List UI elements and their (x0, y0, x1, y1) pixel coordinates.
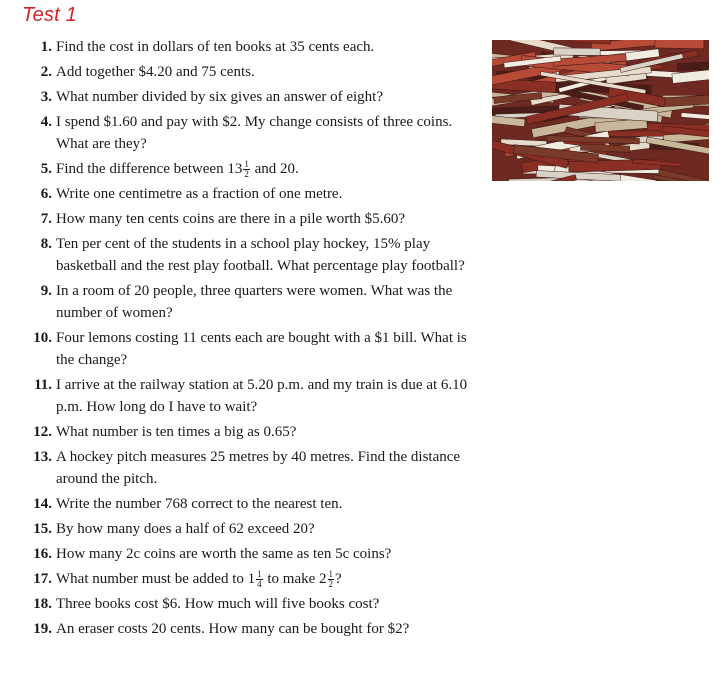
test-title: Test 1 (22, 4, 77, 26)
question-number: 17. (33, 571, 52, 587)
question-9 (18, 280, 478, 324)
question-number: 1. (40, 39, 52, 55)
question-2 (18, 61, 478, 83)
question-4 (18, 111, 478, 155)
question-text: What number is ten times a big as 0.65? (56, 424, 297, 440)
question-5 (18, 158, 478, 180)
question-number: 12. (33, 424, 52, 440)
book (554, 48, 600, 56)
question-text: How many 2c coins are worth the same as ten 5c coins? (56, 546, 392, 562)
question-15 (18, 518, 478, 540)
question-text: I spend $1.60 and pay with $2. My change consists of three coins. What are they? (56, 114, 453, 152)
question-number: 11. (34, 377, 52, 393)
question-11 (18, 374, 478, 418)
question-10 (18, 327, 478, 371)
question-text: Write the number 768 correct to the nearest ten. (56, 496, 343, 512)
fraction-denominator: 2 (328, 579, 334, 590)
fraction (256, 570, 263, 589)
question-text: How many ten cents coins are there in a pile worth $5.60? (56, 211, 406, 227)
question-list (18, 36, 478, 643)
question-number: 7. (40, 211, 52, 227)
question-text-start: Find the difference between 13 (56, 161, 243, 177)
question-text-middle: to make 2 (263, 571, 327, 587)
question-text: Find the cost in dollars of ten books at 35 cents each. (56, 39, 375, 55)
fraction-denominator: 4 (257, 579, 262, 590)
question-number: 9. (40, 283, 52, 299)
question-3 (18, 86, 478, 108)
question-number: 10. (33, 330, 52, 346)
question-6 (18, 183, 478, 205)
fraction-numerator: 1 (244, 159, 249, 170)
book (570, 40, 610, 44)
question-number: 18. (33, 596, 52, 612)
fraction-numerator: 1 (257, 569, 262, 580)
fraction (243, 160, 250, 179)
book (681, 113, 709, 123)
question-text: Write one centimetre as a fraction of one metre. (56, 186, 343, 202)
question-number: 14. (33, 496, 52, 512)
question-number: 3. (40, 89, 52, 105)
question-number: 8. (40, 236, 52, 252)
question-number: 6. (40, 186, 52, 202)
question-1 (18, 36, 478, 58)
fraction-denominator: 2 (244, 169, 249, 180)
question-text: By how many does a half of 62 exceed 20? (56, 521, 315, 537)
question-number: 5. (40, 161, 52, 177)
question-19 (18, 618, 478, 640)
question-text: I arrive at the railway station at 5.20 p.m. and my train is due at 6.10 p.m. How long do I have to wait? (56, 377, 468, 415)
question-12 (18, 421, 478, 443)
question-text: In a room of 20 people, three quarters were women. What was the number of women? (56, 283, 453, 321)
question-number: 2. (40, 64, 52, 80)
question-number: 4. (40, 114, 52, 130)
question-18 (18, 593, 478, 615)
question-number: 16. (33, 546, 52, 562)
question-text: A hockey pitch measures 25 metres by 40 metres. Find the distance around the pitch. (56, 449, 461, 487)
question-8 (18, 233, 478, 277)
question-7 (18, 208, 478, 230)
question-16 (18, 543, 478, 565)
question-text: Four lemons costing 11 cents each are bought with a $1 bill. What is the change? (56, 330, 467, 368)
question-17 (18, 568, 478, 590)
question-number: 19. (33, 621, 52, 637)
book (655, 40, 704, 49)
question-text: Ten per cent of the students in a school play hockey, 15% play basketball and the rest play football. What percentage play football? (56, 236, 465, 274)
question-number: 13. (33, 449, 52, 465)
book (677, 61, 709, 70)
question-14 (18, 493, 478, 515)
question-text: Add together $4.20 and 75 cents. (56, 64, 255, 80)
fraction (328, 570, 335, 589)
question-text-end: ? (335, 571, 342, 587)
question-number: 15. (33, 521, 52, 537)
stacked-books-photo (492, 40, 709, 181)
question-text-start: What number must be added to 1 (56, 571, 256, 587)
fraction-numerator: 1 (328, 569, 334, 580)
question-text: An eraser costs 20 cents. How many can be bought for $2? (56, 621, 410, 637)
question-text: What number divided by six gives an answer of eight? (56, 89, 383, 105)
question-text: Three books cost $6. How much will five books cost? (56, 596, 380, 612)
question-text-end: and 20. (250, 161, 299, 177)
question-13 (18, 446, 478, 490)
